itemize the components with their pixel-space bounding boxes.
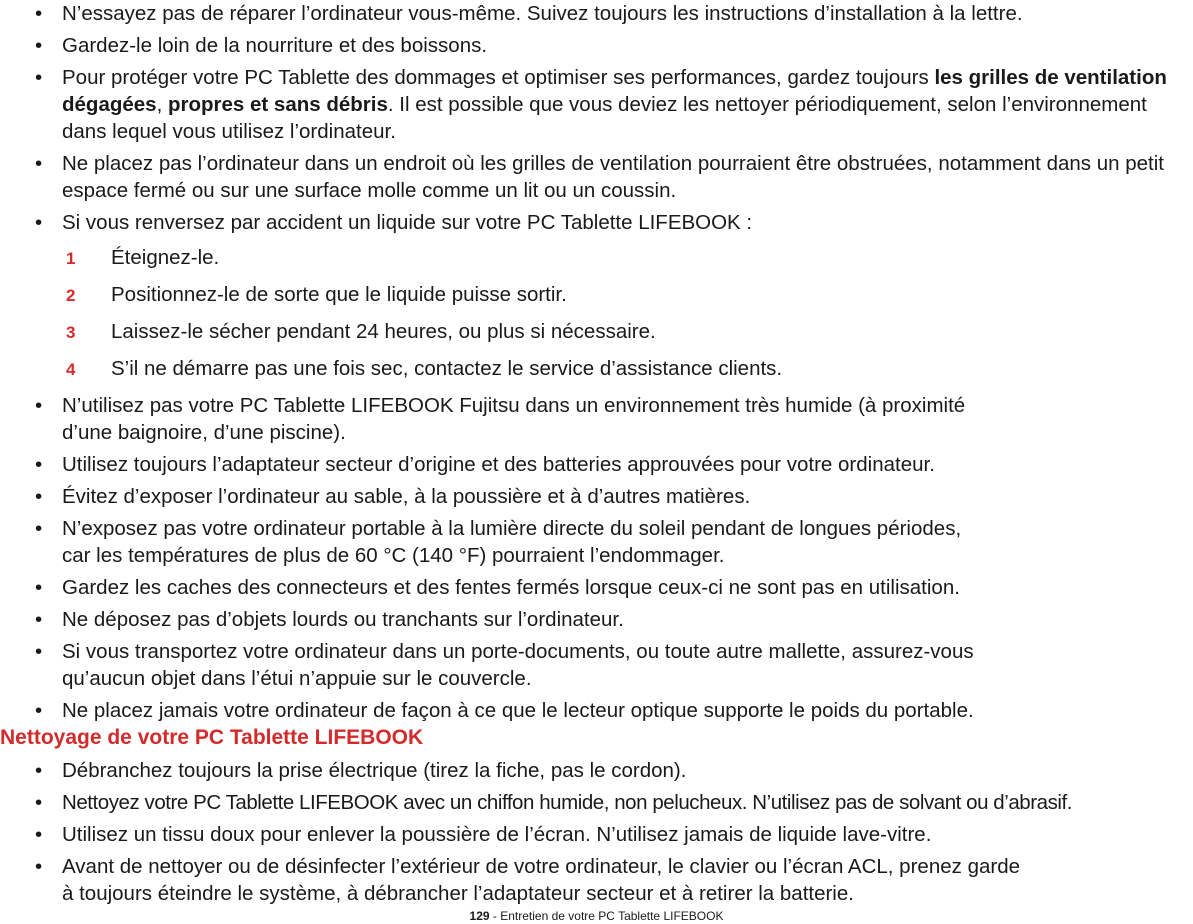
step-number: 4: [66, 360, 76, 379]
footer-title: Entretien de votre PC Tablette LIFEBOOK: [500, 909, 724, 923]
cleaning-bullet-list: [0, 757, 1193, 912]
step-item: 2 Positionnez-le de sorte que le liquide puisse sortir.: [0, 281, 1193, 308]
emphasis-text: les grilles de ventilation dégagées: [62, 66, 1167, 116]
bullet-item-ventilation: • Pour protéger votre PC Tablette des dommages et optimiser ses performances, gardez toujours les grilles de ventilation dégagées, propres et sans débris. Il est possible que vous deviez les nettoyer périodiquement, selon l’environnement dans lequel vous utilisez l’ordinateur.: [35, 66, 1167, 143]
bullet-icon: •: [35, 759, 43, 782]
bullet-icon: •: [35, 2, 43, 25]
step-number: 2: [66, 286, 76, 305]
bullet-item: • Gardez les caches des connecteurs et des fentes fermés lorsque ceux-ci ne sont pas en utilisation.: [35, 576, 960, 599]
bullet-icon: •: [35, 640, 43, 663]
bullet-item: • Utilisez un tissu doux pour enlever la poussière de l’écran. N’utilisez jamais de liquide lave-vitre.: [35, 823, 932, 846]
bullet-icon: •: [35, 34, 43, 57]
bullet-icon: •: [35, 855, 43, 878]
bullet-item: • N’essayez pas de réparer l’ordinateur vous-même. Suivez toujours les instructions d’installation à la lettre.: [35, 2, 1023, 25]
bullet-item-spill: • Si vous renversez par accident un liquide sur votre PC Tablette LIFEBOOK : 1 Éteignez-le. 2 Positionnez-le de sorte que le liquide puisse sortir. 3 Laissez-le sécher pendant 24 heures, ou plus si nécessaire. 4 S’il ne démarre pas une fois sec, contactez le service d’assistance clients.: [0, 209, 1193, 382]
bullet-icon: •: [35, 66, 43, 89]
step-number: 3: [66, 323, 76, 342]
step-item: 3 Laissez-le sécher pendant 24 heures, ou plus si nécessaire.: [0, 318, 1193, 345]
bullet-item: • Gardez-le loin de la nourriture et des boissons.: [35, 34, 488, 57]
spill-steps-list: [0, 244, 1193, 382]
page-footer: 129 - Entretien de votre PC Tablette LIFEBOOK: [469, 909, 724, 923]
step-number: 1: [66, 249, 76, 268]
bullet-icon: •: [35, 576, 43, 599]
bullet-icon: •: [35, 823, 43, 846]
bullet-icon: •: [35, 485, 43, 508]
bullet-icon: •: [35, 394, 43, 417]
bullet-item: • N’utilisez pas votre PC Tablette LIFEBOOK Fujitsu dans un environnement très humide (à proximité d’une baignoire, d’une piscine).: [35, 394, 966, 444]
bullet-icon: •: [35, 152, 43, 175]
bullet-icon: •: [35, 699, 43, 722]
bullet-item: • Utilisez toujours l’adaptateur secteur d’origine et des batteries approuvées pour votre ordinateur.: [35, 453, 935, 476]
bullet-icon: •: [35, 453, 43, 476]
bullet-item: • Si vous transportez votre ordinateur dans un porte-documents, ou toute autre mallette, assurez-vous qu’aucun objet dans l’étui n’appuie sur le couvercle.: [35, 640, 974, 690]
bullet-item: • Évitez d’exposer l’ordinateur au sable, à la poussière et à d’autres matières.: [35, 485, 751, 508]
bullet-item: • Ne placez jamais votre ordinateur de façon à ce que le lecteur optique supporte le poids du portable.: [35, 699, 974, 722]
bullet-item: • Ne placez pas l’ordinateur dans un endroit où les grilles de ventilation pourraient être obstruées, notamment dans un petit espace fermé ou sur une surface molle comme un lit ou un coussin.: [35, 152, 1164, 202]
section-heading: Nettoyage de votre PC Tablette LIFEBOOK: [0, 726, 424, 749]
bullet-item: • N’exposez pas votre ordinateur portable à la lumière directe du soleil pendant de longues périodes, car les températures de plus de 60 °C (140 °F) pourraient l’endommager.: [35, 517, 962, 567]
bullet-item: • Ne déposez pas d’objets lourds ou tranchants sur l’ordinateur.: [35, 608, 624, 631]
bullet-icon: •: [35, 211, 43, 234]
bullet-item: • Débranchez toujours la prise électrique (tirez la fiche, pas le cordon).: [35, 759, 687, 782]
page-number: 129: [469, 909, 490, 923]
bullet-item: • Nettoyez votre PC Tablette LIFEBOOK avec un chiffon humide, non pelucheux. N’utilisez pas de solvant ou d’abrasif.: [35, 791, 1072, 814]
bullet-icon: •: [35, 517, 43, 540]
step-item: 1 Éteignez-le.: [0, 244, 1193, 271]
bullet-icon: •: [35, 791, 42, 814]
bullet-icon: •: [35, 608, 43, 631]
step-item: 4 S’il ne démarre pas une fois sec, contactez le service d’assistance clients.: [0, 355, 1193, 382]
bullet-item: • Avant de nettoyer ou de désinfecter l’extérieur de votre ordinateur, le clavier ou l’écran ACL, prenez garde à toujours éteindre le système, à débrancher l’adaptateur secteur et à retirer la batterie.: [35, 855, 1020, 905]
emphasis-text: propres et sans débris: [167, 93, 388, 116]
